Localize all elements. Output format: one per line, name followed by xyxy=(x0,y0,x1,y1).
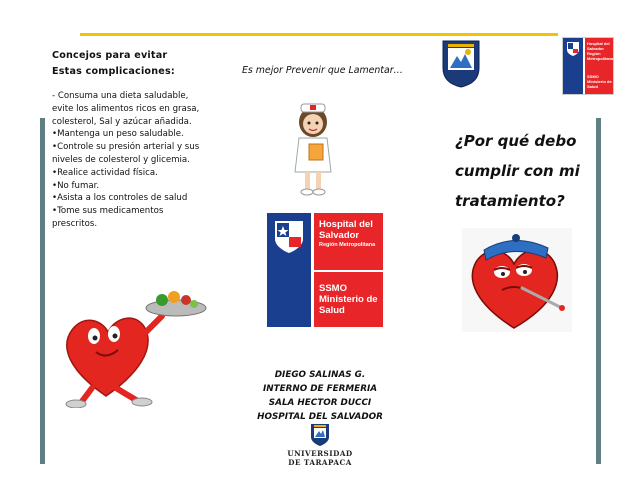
advice-item: •Mantenga un peso saludable. xyxy=(52,129,184,140)
question-line2: cumplir con mi xyxy=(455,162,580,180)
advice-item: •Tome sus medicamentos prescritos. xyxy=(52,206,164,229)
hospital-logo-small-ssmo: SSMO Ministerio de Salud xyxy=(587,74,612,89)
nurse-illustration xyxy=(285,100,341,196)
university-name: UNIVERSIDAD DE TARAPACA xyxy=(287,449,353,467)
question-line3: tratamiento? xyxy=(455,192,565,210)
question-line1: ¿Por qué debo xyxy=(455,132,577,150)
advice-title xyxy=(52,48,204,80)
author-ward: SALA HECTOR DUCCI xyxy=(268,398,372,408)
main-question xyxy=(455,126,605,216)
sick-heart-illustration xyxy=(462,228,572,332)
advice-item: •No fumar. xyxy=(52,180,100,191)
advice-item: •Controle su presión arterial y sus niveles de colesterol y glicemia. xyxy=(52,142,200,165)
hospital-logo xyxy=(267,213,383,327)
coat-of-arms-icon xyxy=(273,219,305,255)
advice-title-line1: Concejos para evitar xyxy=(52,50,168,61)
advice-item: •Realice actividad física. xyxy=(52,167,158,178)
author-name: DIEGO SALINAS G. xyxy=(274,370,366,380)
top-divider xyxy=(80,33,558,36)
left-side-bar xyxy=(40,118,45,464)
advice-panel xyxy=(52,48,204,231)
author-credits xyxy=(250,368,390,424)
university-crest-icon xyxy=(440,38,482,88)
advice-list xyxy=(52,90,204,231)
advice-item: - Consuma una dieta saludable, evite los alimentos ricos en grasa, colesterol, Sal y azúcar añadida. xyxy=(52,91,200,127)
hospital-logo-small xyxy=(562,37,614,95)
hospital-logo-small-name: Hospital del Salvador Región Metropolitana xyxy=(587,41,614,61)
author-hospital: HOSPITAL DEL SALVADOR xyxy=(257,412,383,422)
slogan: Es mejor Prevenir que Lamentar… xyxy=(242,65,403,76)
advice-title-line2: Estas complicaciones: xyxy=(52,66,175,77)
shield-icon xyxy=(566,41,580,57)
hospital-logo-ssmo: SSMO Ministerio de Salud xyxy=(319,283,378,316)
running-heart-illustration xyxy=(58,288,208,408)
advice-item: •Asista a los controles de salud xyxy=(52,193,188,204)
author-role: INTERNO DE FERMERIA xyxy=(262,384,378,394)
hospital-logo-name: Hospital del Salvador Región Metropolitana xyxy=(319,219,376,248)
university-crest-small-icon xyxy=(309,422,331,448)
